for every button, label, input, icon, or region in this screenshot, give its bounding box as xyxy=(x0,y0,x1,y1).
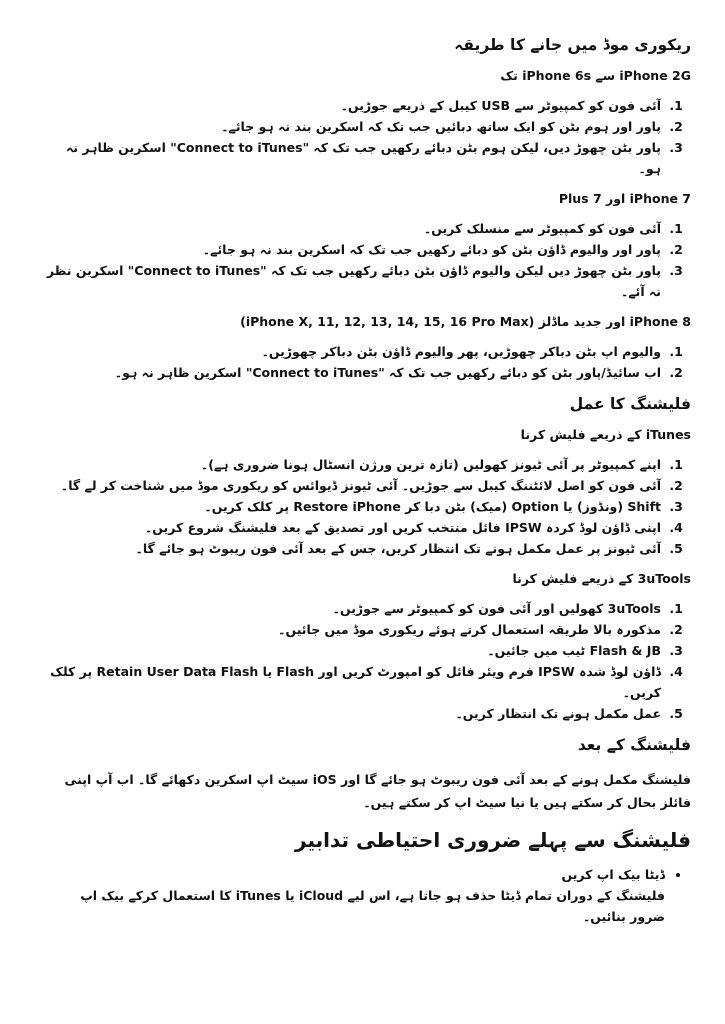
list-item: 1. آئی فون کو کمپیوٹر سے USB کیبل کے ذریعے جوڑیں۔ xyxy=(46,95,665,116)
after-flashing-title: فلیشنگ کے بعد xyxy=(577,736,691,754)
precautions-list xyxy=(46,864,691,927)
iphone-2g-6s-steps xyxy=(46,95,691,179)
itunes-flash-heading: iTunes کے ذریعے فلیش کرنا xyxy=(520,427,691,442)
list-item: 5. عمل مکمل ہونے تک انتظار کریں۔ xyxy=(46,703,665,724)
list-item: 5. آئی ٹیونز پر عمل مکمل ہونے تک انتظار کریں، جس کے بعد آئی فون ریبوٹ ہو جائے گا۔ xyxy=(46,538,665,559)
list-item: 2. پاور اور والیوم ڈاؤن بٹن کو دبائے رکھیں جب تک کہ اسکرین بند نہ ہو جائے۔ xyxy=(46,239,665,260)
recovery-mode-title: ریکوری موڈ میں جانے کا طریقہ xyxy=(454,36,691,54)
list-item: 3. پاور بٹن چھوڑ دیں، لیکن ہوم بٹن دبائے رکھیں جب تک کہ "Connect to iTunes" اسکرین ظاہر نہ ہو۔ xyxy=(46,137,665,179)
list-item xyxy=(46,864,665,927)
list-item: 1. اپنے کمپیوٹر پر آئی ٹیونز کھولیں (تازہ ترین ورژن انسٹال ہونا ضروری ہے)۔ xyxy=(46,454,665,475)
list-item: 2. اب سائیڈ/پاور بٹن کو دبائے رکھیں جب تک کہ "Connect to iTunes" اسکرین ظاہر نہ ہو۔ xyxy=(46,362,665,383)
list-item: 3. Shift (ونڈوز) یا Option (میک) بٹن دبا کر Restore iPhone پر کلک کریں۔ xyxy=(46,496,665,517)
list-item: 4. اپنی ڈاؤن لوڈ کردہ IPSW فائل منتخب کریں اور تصدیق کے بعد فلیشنگ شروع کریں۔ xyxy=(46,517,665,538)
flashing-process-title: فلیشنگ کا عمل xyxy=(569,395,691,413)
iphone-2g-6s-heading: iPhone 2G سے iPhone 6s تک xyxy=(500,68,691,83)
list-item: 1. آئی فون کو کمپیوٹر سے منسلک کریں۔ xyxy=(46,218,665,239)
itunes-flash-steps xyxy=(46,454,691,559)
after-flashing-text: فلیشنگ مکمل ہونے کے بعد آئی فون ریبوٹ ہو جائے گا اور iOS سیٹ اپ اسکرین دکھائے گا۔ اب آپ اپنی فائلز بحال کر سکتے ہیں یا نیا سیٹ اپ کر سکتے ہیں۔ xyxy=(64,772,691,810)
list-item: 4. ڈاؤن لوڈ شدہ IPSW فرم ویئر فائل کو امپورٹ کریں اور Flash یا Retain User Data Flash پر کلک کریں۔ xyxy=(46,661,665,703)
list-item: 3. Flash & JB ٹیب میں جائیں۔ xyxy=(46,640,665,661)
list-item: 3. پاور بٹن چھوڑ دیں لیکن والیوم ڈاؤن بٹن دبائے رکھیں جب تک کہ "Connect to iTunes" اسکرین نظر نہ آئے۔ xyxy=(46,260,665,302)
backup-item-text: فلیشنگ کے دوران تمام ڈیٹا حذف ہو جاتا ہے، اس لیے iCloud یا iTunes کا استعمال کرکے بیک اپ ضرور بنائیں۔ xyxy=(80,888,665,924)
list-item: 2. مذکورہ بالا طریقہ استعمال کرتے ہوئے ریکوری موڈ میں جائیں۔ xyxy=(46,619,665,640)
iphone-8-steps xyxy=(46,341,691,383)
iphone-7-heading: iPhone 7 اور 7 Plus xyxy=(558,191,691,206)
list-item: 2. پاور اور ہوم بٹن کو ایک ساتھ دبائیں جب تک کہ اسکرین بند نہ ہو جائے۔ xyxy=(46,116,665,137)
precautions-title: فلیشنگ سے پہلے ضروری احتیاطی تدابیر xyxy=(295,828,691,852)
list-item: 1. والیوم اپ بٹن دباکر چھوڑیں، پھر والیوم ڈاؤن بٹن دباکر چھوڑیں۔ xyxy=(46,341,665,362)
iphone-8-heading: iPhone 8 اور جدید ماڈلز (iPhone X, 11, 12, 13, 14, 15, 16 Pro Max) xyxy=(240,314,691,329)
list-item: 2. آئی فون کو اصل لائٹننگ کیبل سے جوڑیں۔ آئی ٹیونز ڈیوائس کو ریکوری موڈ میں شناخت کر لے گا۔ xyxy=(46,475,665,496)
3utools-flash-steps xyxy=(46,598,691,724)
iphone-7-steps xyxy=(46,218,691,302)
backup-item-title: • ڈیٹا بیک اپ کریں xyxy=(561,867,665,882)
list-item: 1. 3uTools کھولیں اور آئی فون کو کمپیوٹر سے جوڑیں۔ xyxy=(46,598,665,619)
3utools-flash-heading: 3uTools کے ذریعے فلیش کرنا xyxy=(512,571,691,586)
